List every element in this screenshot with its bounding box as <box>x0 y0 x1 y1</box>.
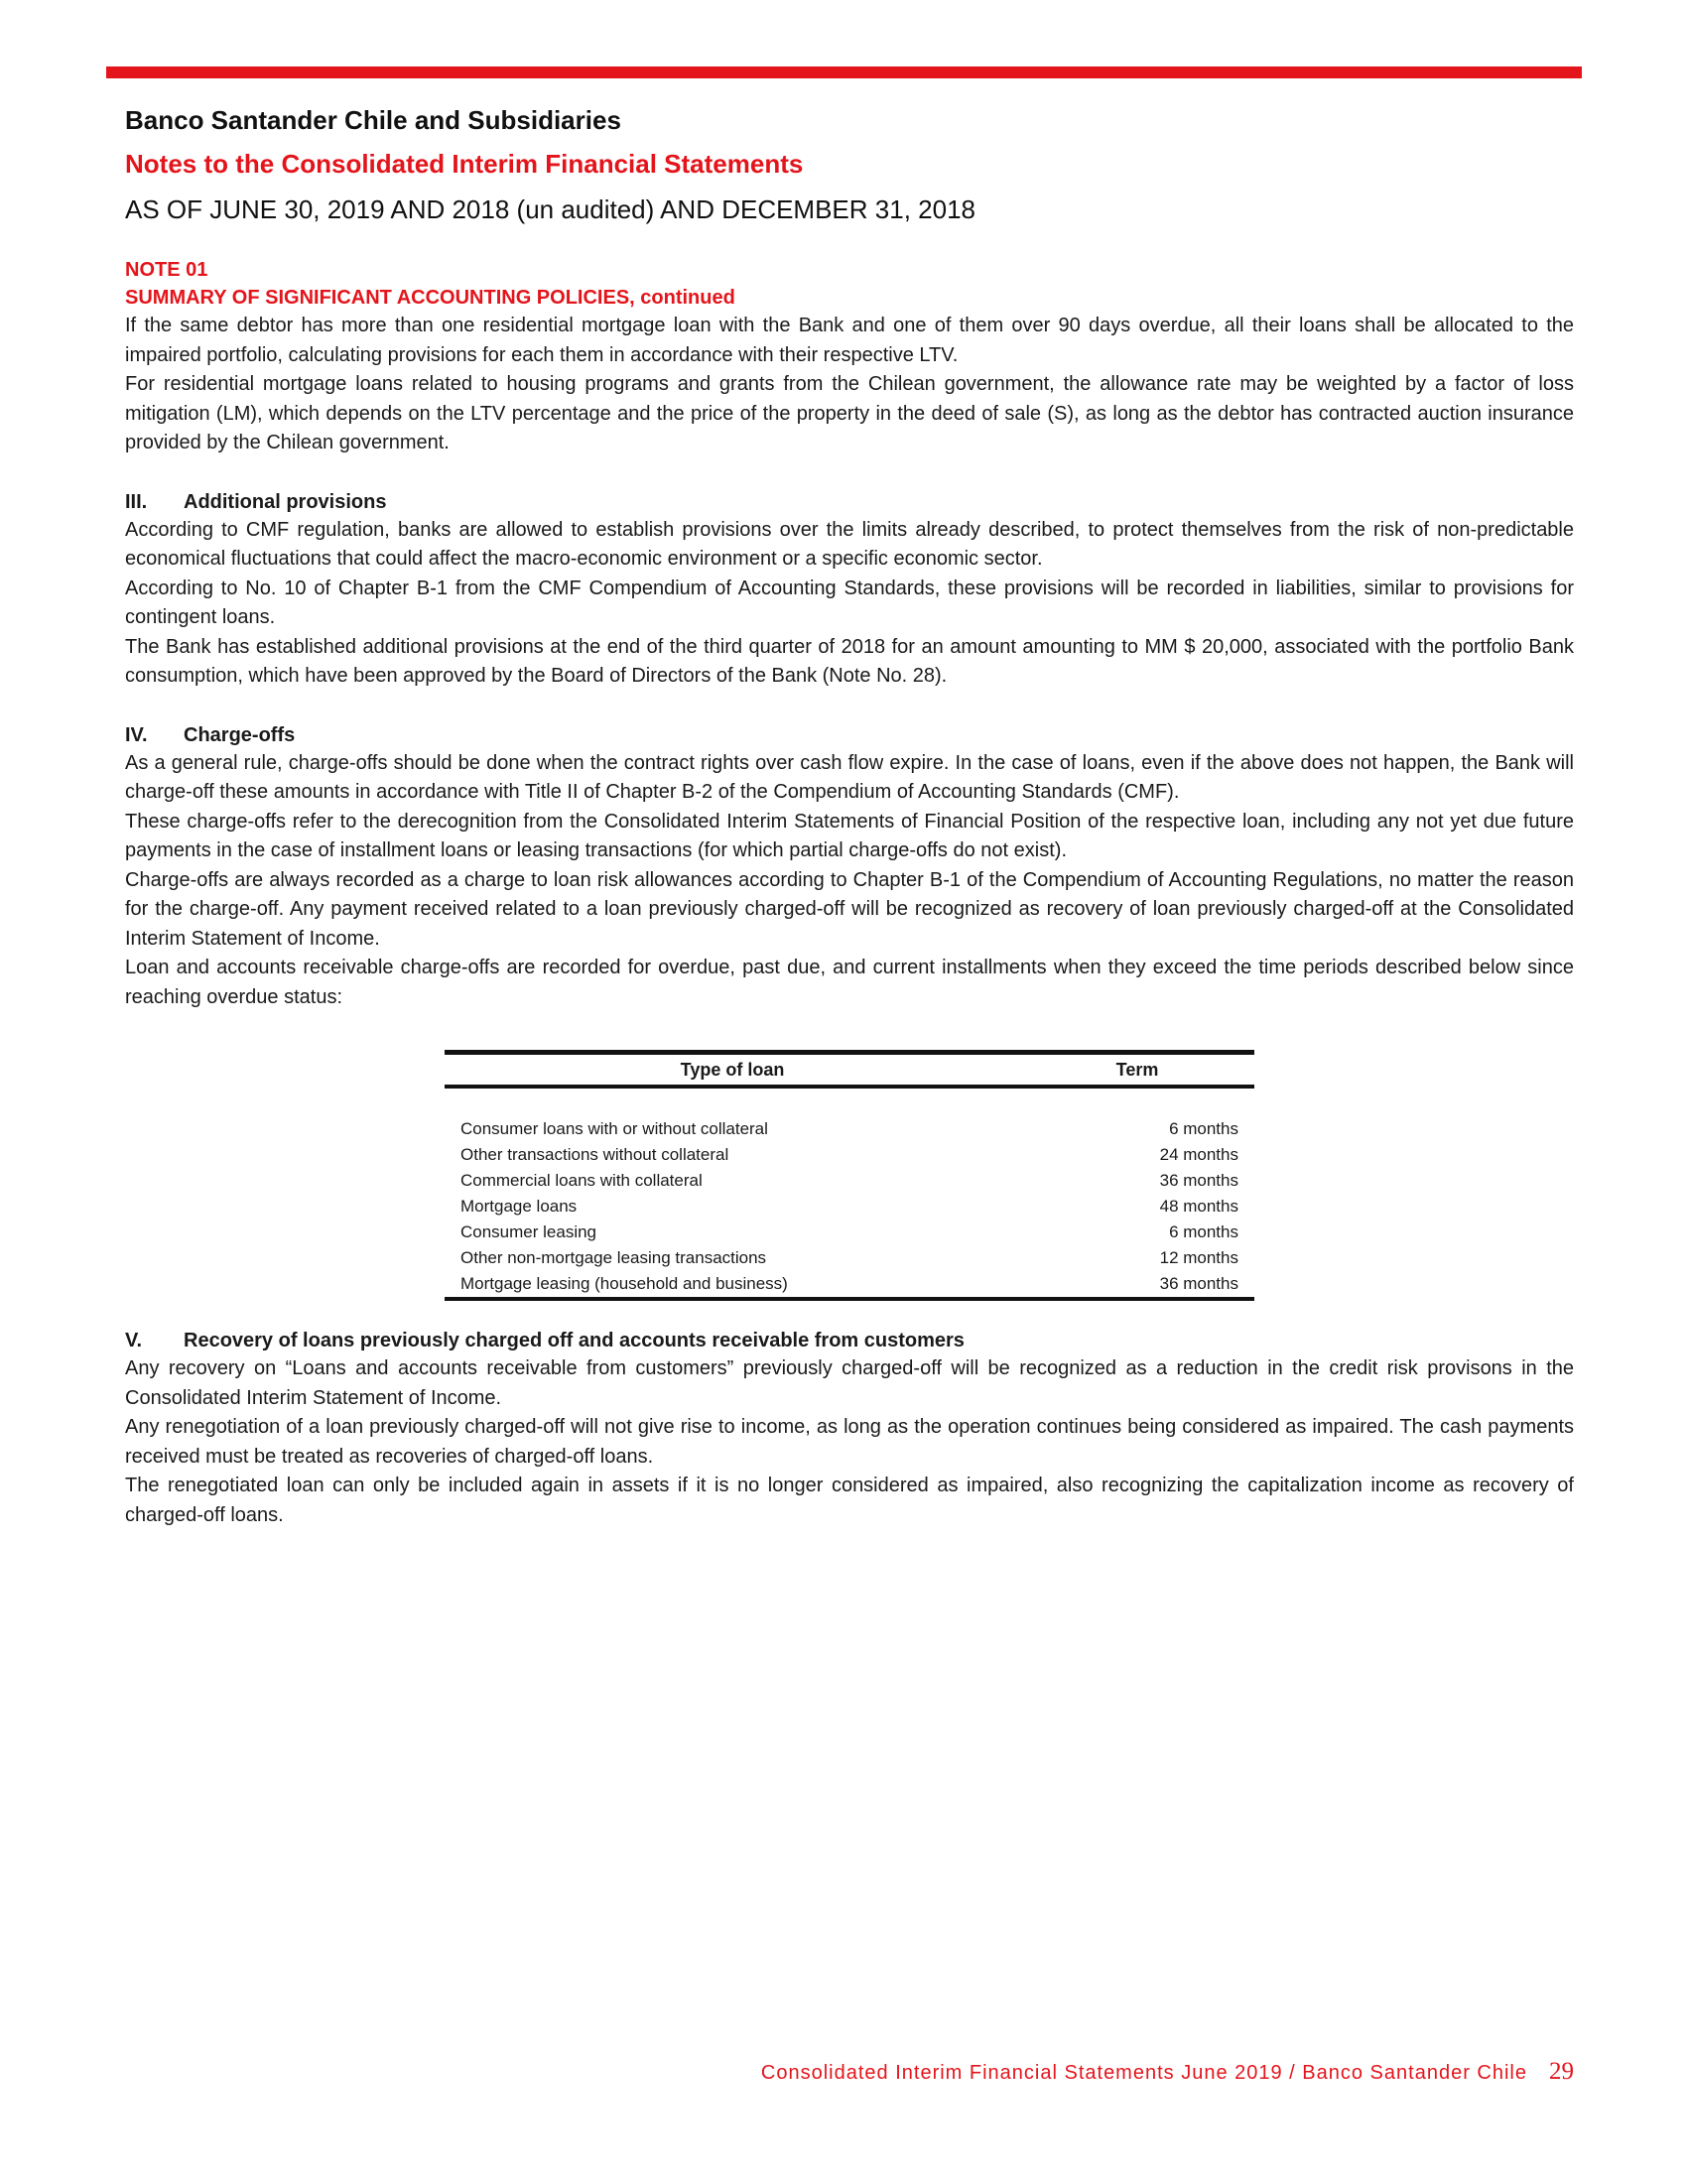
section-heading-charge-offs <box>125 721 1574 749</box>
note-title: SUMMARY OF SIGNIFICANT ACCOUNTING POLICIES, continued <box>125 287 735 309</box>
section-heading-recovery <box>125 1327 1574 1354</box>
page-content <box>125 256 1574 1530</box>
note-label: NOTE 01 <box>125 259 208 281</box>
term-cell: 48 months <box>1159 1197 1238 1216</box>
section-heading-additional-provisions <box>125 488 1574 516</box>
loan-type-cell: Consumer leasing <box>460 1222 597 1241</box>
term-cell: 36 months <box>1159 1171 1238 1190</box>
paragraph: The renegotiated loan can only be included again in assets if it is no longer considered as impaired, also recognizing the capitalization income as recovery of charged-off loans. <box>125 1475 1574 1526</box>
section-title: Charge-offs <box>184 723 296 746</box>
term-cell: 36 months <box>1159 1274 1238 1293</box>
notes-title: Notes to the Consolidated Interim Financial Statements <box>125 149 804 179</box>
table-row <box>445 1168 1254 1194</box>
section-number: V. <box>125 1330 143 1351</box>
section-title: Additional provisions <box>184 490 387 513</box>
table-header <box>445 1055 1254 1085</box>
page-number: 29 <box>1549 2058 1574 2085</box>
table-row <box>445 1271 1254 1297</box>
paragraph: Any renegotiation of a loan previously charged-off will not give rise to income, as long as the operation continues being considered as impaired. The cash payments received must be treated as recoveries of charged-off loans. <box>125 1416 1574 1468</box>
paragraph: These charge-offs refer to the derecognition from the Consolidated Interim Statements of Financial Position of the respective loan, including any not yet due future payments in the case of installment loans or leasing transactions (for which partial charge-offs do not exist). <box>125 810 1574 861</box>
loan-type-cell: Commercial loans with collateral <box>460 1171 703 1190</box>
loan-type-cell: Mortgage loans <box>460 1197 578 1216</box>
paragraph: For residential mortgage loans related to housing programs and grants from the Chilean government, the allowance rate may be weighted by a factor of loss mitigation (LM), which depends on the LTV percentage and the price of the property in the deed of sale (S), as long as the debtor has contracted auction insurance provided by the Chilean government. <box>125 373 1574 453</box>
column-header-term: Term <box>1115 1060 1159 1080</box>
paragraph: According to No. 10 of Chapter B-1 from the CMF Compendium of Accounting Standards, these provisions will be recorded in liabilities, similar to provisions for contingent loans. <box>125 577 1574 628</box>
loan-type-cell: Other non-mortgage leasing transactions <box>460 1248 767 1267</box>
company-name: Banco Santander Chile and Subsidiaries <box>125 105 621 135</box>
footer-text: Consolidated Interim Financial Statements June 2019 / Banco Santander Chile <box>760 2062 1527 2084</box>
paragraph: According to CMF regulation, banks are allowed to establish provisions over the limits already described, to protect themselves from the risk of non-predictable economical fluctuations that could affect the macro-economic environment or a specific economic sector. <box>125 518 1574 570</box>
page-header <box>125 102 1574 227</box>
table-row <box>445 1245 1254 1271</box>
table-row <box>445 1142 1254 1168</box>
table-row <box>445 1220 1254 1245</box>
reporting-period: AS OF JUNE 30, 2019 AND 2018 (un audited) AND DECEMBER 31, 2018 <box>125 194 975 224</box>
paragraph: Any recovery on “Loans and accounts receivable from customers” previously charged-off will be recognized as a reduction in the credit risk provisons in the Consolidated Interim Statement of Income. <box>125 1357 1574 1409</box>
loan-type-cell: Other transactions without collateral <box>460 1145 729 1164</box>
paragraph: As a general rule, charge-offs should be done when the contract rights over cash flow expire. In the case of loans, even if the above does not happen, the Bank will charge-off these amounts in accordance with Title II of Chapter B-2 of the Compendium of Accounting Standards (CMF). <box>125 751 1574 803</box>
term-cell: 6 months <box>1169 1119 1238 1138</box>
charge-off-terms-table <box>445 1050 1254 1301</box>
header-red-bar <box>106 66 1582 78</box>
table-row <box>445 1116 1254 1142</box>
table-body <box>445 1089 1254 1297</box>
term-cell: 24 months <box>1159 1145 1238 1164</box>
paragraph: The Bank has established additional provisions at the end of the third quarter of 2018 for an amount amounting to MM $ 20,000, associated with the portfolio Bank consumption, which have been approved by the Board of Directors of the Bank (Note No. 28). <box>125 635 1574 687</box>
paragraph: If the same debtor has more than one residential mortgage loan with the Bank and one of them over 90 days overdue, all their loans shall be allocated to the impaired portfolio, calculating provisions for each them in accordance with their respective LTV. <box>125 315 1574 366</box>
term-cell: 12 months <box>1159 1248 1238 1267</box>
table-row <box>445 1194 1254 1220</box>
column-header-type-of-loan: Type of loan <box>680 1060 785 1080</box>
section-title: Recovery of loans previously charged off and accounts receivable from customers <box>184 1330 965 1351</box>
loan-type-cell: Mortgage leasing (household and business) <box>460 1274 788 1293</box>
loan-type-cell: Consumer loans with or without collateral <box>460 1119 768 1138</box>
table-bottom-rule <box>445 1297 1254 1301</box>
section-number: III. <box>125 490 148 513</box>
term-cell: 6 months <box>1169 1222 1238 1241</box>
paragraph: Loan and accounts receivable charge-offs are recorded for overdue, past due, and current installments when they exceed the time periods described below since reaching overdue status: <box>125 957 1574 1008</box>
section-number: IV. <box>125 723 148 746</box>
paragraph: Charge-offs are always recorded as a charge to loan risk allowances according to Chapter B-1 of the Compendium of Accounting Regulations, no matter the reason for the charge-off. Any payment received related to a loan previously charged-off will be recognized as recovery of loan previously charged-off at the Consolidated Interim Statement of Income. <box>125 868 1574 950</box>
page-footer <box>691 2058 1574 2086</box>
